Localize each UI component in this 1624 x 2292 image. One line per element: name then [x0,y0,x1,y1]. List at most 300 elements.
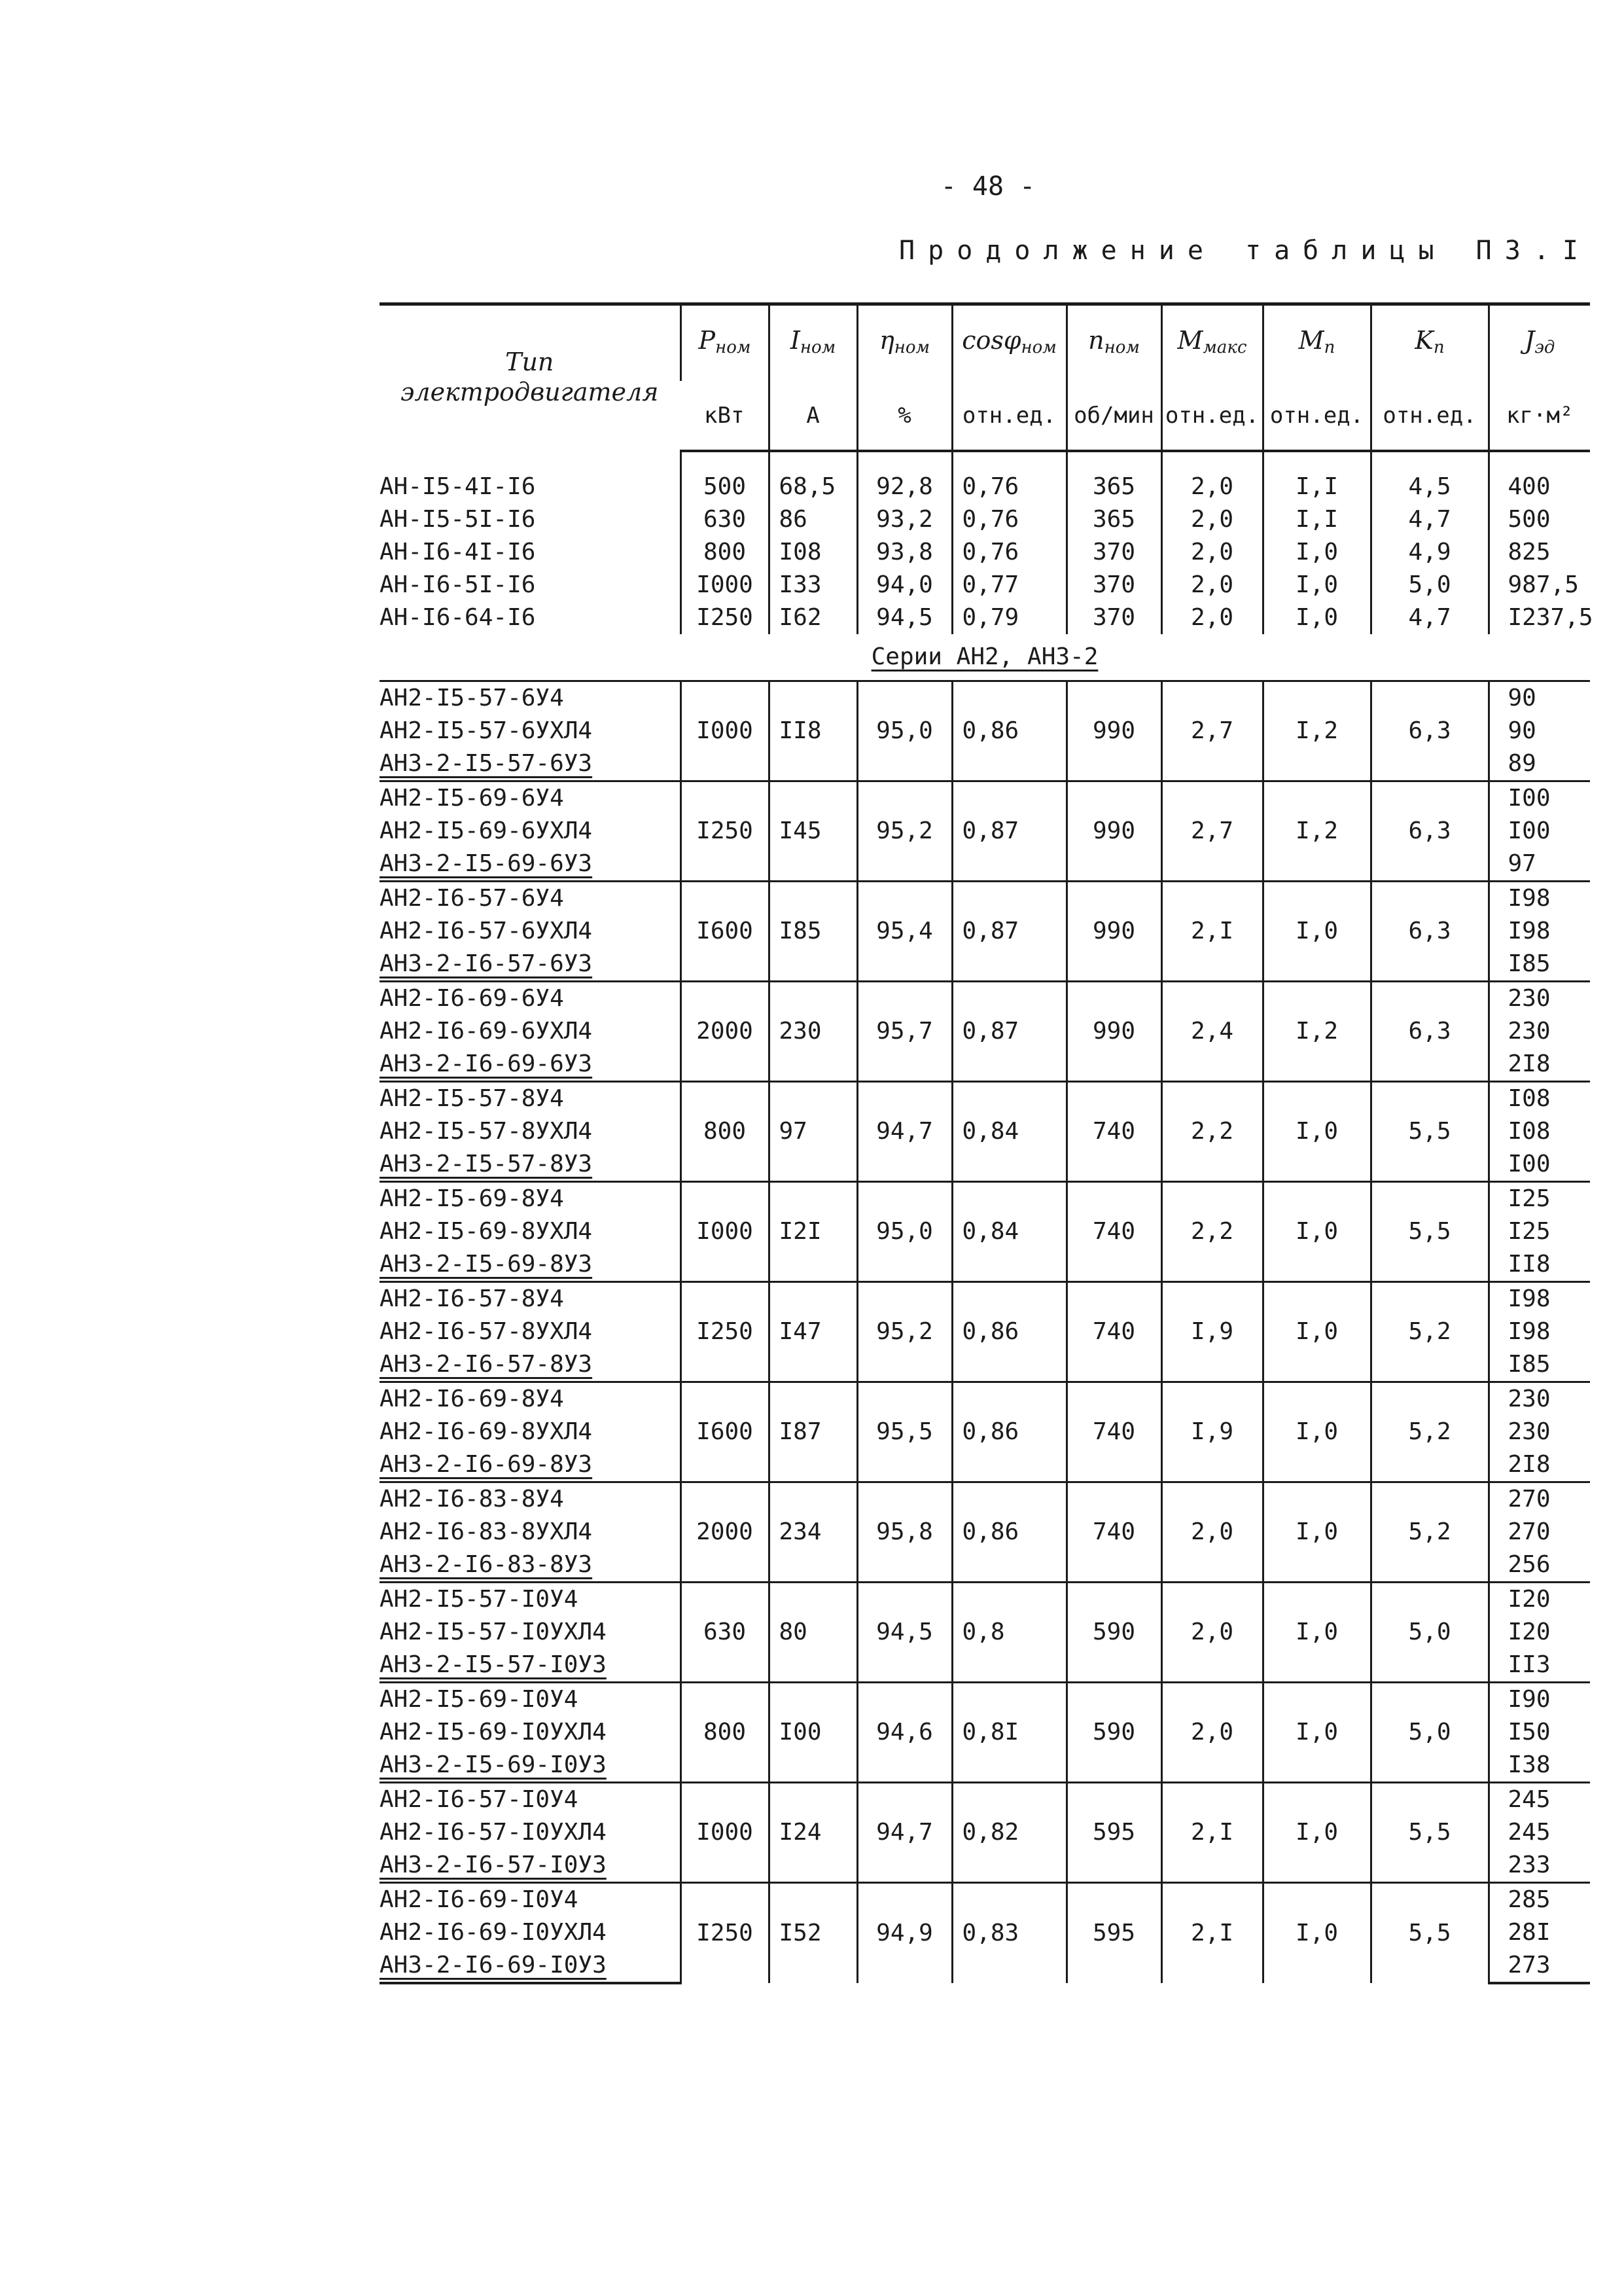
cell-eta: 94,5 [857,1583,952,1683]
cell-j: 256 [1489,1549,1590,1583]
cell-i: 97 [769,1082,857,1182]
cell-p: 500 [680,471,769,503]
cell-j: 500 [1489,503,1590,536]
cell-mmax: 2,0 [1161,569,1263,601]
cell-j: I98 [1489,1316,1590,1348]
cell-kp: 4,7 [1371,601,1489,634]
cell-j: I85 [1489,948,1590,982]
motor-type: АН3-2-I6-57-8У3 [380,1351,593,1378]
motor-type: АН2-I6-57-I0У4 [380,1783,680,1817]
cell-i: I47 [769,1282,857,1382]
cell-mmax: 2,0 [1161,503,1263,536]
cell-n: 740 [1067,1182,1161,1282]
motor-type: АН2-I5-69-I0У4 [380,1683,680,1717]
header-symbol-text: M [1177,326,1203,355]
header-symbol-kp [1371,302,1489,381]
cell-i: I85 [769,882,857,982]
motor-type: АН2-I6-57-6У4 [380,882,680,916]
motor-type: АН2-I6-83-8У4 [380,1482,680,1516]
cell-cos: 0,84 [952,1182,1067,1282]
header-symbol-subscript: п [1324,338,1335,357]
table-row [380,1282,1590,1316]
cell-mp: I,0 [1263,1182,1371,1282]
cell-n: 740 [1067,1382,1161,1482]
table-row [380,982,1590,1016]
cell-kp: 6,3 [1371,781,1489,882]
series-title-cell [380,634,1590,681]
header-unit-n: об/мин [1067,381,1161,451]
cell-p: 2000 [680,1482,769,1583]
cell-i: 86 [769,503,857,536]
header-symbol-subscript: ном [894,338,930,357]
cell-j: I98 [1489,915,1590,948]
cell-j: I237,5 [1489,601,1590,634]
cell-kp: 5,2 [1371,1482,1489,1583]
cell-j: I00 [1489,1148,1590,1182]
motor-type: АН2-I6-57-6УХЛ4 [380,918,593,944]
motor-type: АН3-2-I6-69-8У3 [380,1451,593,1478]
motor-type: АН2-I5-57-8У4 [380,1082,680,1116]
cell-p: 630 [680,1583,769,1683]
header-symbol-subscript: ном [715,338,751,357]
cell-n: 740 [1067,1282,1161,1382]
table-row [380,503,1590,536]
cell-cos: 0,84 [952,1082,1067,1182]
motor-type: АН2-I6-69-8У4 [380,1382,680,1416]
cell-n: 990 [1067,781,1161,882]
cell-cos: 0,8 [952,1583,1067,1683]
header-symbol-text: K [1415,326,1434,355]
header-symbol-text: I [790,326,800,355]
motor-type: АН2-I5-57-6УХЛ4 [380,717,593,744]
cell-i: I62 [769,601,857,634]
motor-type: АН3-2-I5-69-I0У3 [380,1751,607,1778]
cell-j: 230 [1489,982,1590,1016]
cell-mmax: 2,0 [1161,601,1263,634]
series-title: Серии АН2, АН3-2 [871,643,1099,670]
header-type-line1: Тип [505,347,554,376]
cell-j: 2I8 [1489,1448,1590,1482]
cell-mmax: 2,I [1161,1883,1263,1984]
cell-mp: I,0 [1263,1282,1371,1382]
cell-i: 234 [769,1482,857,1583]
cell-j: I25 [1489,1215,1590,1248]
cell-n: 365 [1067,471,1161,503]
cell-cos: 0,76 [952,503,1067,536]
cell-n: 990 [1067,882,1161,982]
motor-type: АН3-2-I6-69-I0У3 [380,1949,680,1983]
cell-j: 28I [1489,1916,1590,1949]
cell-j: I20 [1489,1616,1590,1649]
cell-eta: 94,5 [857,601,952,634]
header-symbol-text: P [698,326,716,355]
cell-mmax: 2,4 [1161,982,1263,1082]
cell-p: I250 [680,1282,769,1382]
cell-j: 89 [1489,747,1590,781]
cell-n: 370 [1067,536,1161,569]
cell-j: I50 [1489,1716,1590,1749]
cell-n: 595 [1067,1883,1161,1984]
cell-eta: 95,8 [857,1482,952,1583]
spacer-cell [769,451,857,471]
cell-i: I08 [769,536,857,569]
cell-p: I000 [680,1182,769,1282]
cell-cos: 0,76 [952,536,1067,569]
cell-kp: 5,0 [1371,1683,1489,1783]
cell-mmax: 2,7 [1161,681,1263,781]
cell-i: I33 [769,569,857,601]
cell-j: I00 [1489,815,1590,848]
motor-type: АН3-2-I5-57-I0У3 [380,1651,607,1678]
header-unit-cos: отн.ед. [952,381,1067,451]
cell-i: 80 [769,1583,857,1683]
header-unit-mp: отн.ед. [1263,381,1371,451]
cell-n: 365 [1067,503,1161,536]
cell-kp: 4,5 [1371,471,1489,503]
header-unit-i: А [769,381,857,451]
cell-mp: I,0 [1263,1783,1371,1883]
cell-eta: 94,7 [857,1082,952,1182]
motor-type: АН-I6-5I-I6 [380,571,536,598]
cell-cos: 0,86 [952,1382,1067,1482]
cell-p: I250 [680,1883,769,1984]
cell-i: I52 [769,1883,857,1984]
spacer-cell [680,451,769,471]
cell-kp: 6,3 [1371,681,1489,781]
header-unit-j: кг·м² [1489,381,1590,451]
cell-kp: 4,7 [1371,503,1489,536]
cell-mp: I,0 [1263,1683,1371,1783]
header-type-line2: электродвигателя [400,377,659,406]
cell-j: 825 [1489,536,1590,569]
cell-j: I85 [1489,1348,1590,1382]
cell-mp: I,0 [1263,1482,1371,1583]
header-symbol-eta [857,302,952,381]
cell-mmax: 2,0 [1161,1583,1263,1683]
cell-kp: 4,9 [1371,536,1489,569]
cell-j: I08 [1489,1115,1590,1148]
table-row [380,1182,1590,1216]
motor-type: АН3-2-I6-69-6У3 [380,1050,593,1077]
cell-n: 370 [1067,569,1161,601]
motor-type: АН2-I5-69-I0УХЛ4 [380,1719,607,1746]
cell-eta: 94,7 [857,1783,952,1883]
cell-p: I000 [680,569,769,601]
cell-cos: 0,86 [952,1282,1067,1382]
cell-eta: 94,9 [857,1883,952,1984]
header-symbol-text: M [1298,326,1324,355]
header-symbol-row [380,302,1590,381]
cell-j: 230 [1489,1416,1590,1448]
cell-j: I98 [1489,882,1590,916]
cell-j: 90 [1489,681,1590,715]
motor-type: АН2-I6-69-8УХЛ4 [380,1418,593,1445]
cell-cos: 0,87 [952,781,1067,882]
cell-mp: I,2 [1263,982,1371,1082]
motor-type: АН2-I5-69-6У4 [380,781,680,815]
cell-p: I600 [680,882,769,982]
header-symbol-subscript: п [1433,338,1445,357]
cell-j: II3 [1489,1649,1590,1683]
cell-j: I20 [1489,1583,1590,1617]
cell-kp: 5,5 [1371,1783,1489,1883]
cell-p: I000 [680,681,769,781]
cell-mmax: 2,0 [1161,1683,1263,1783]
cell-p: 800 [680,1683,769,1783]
table-continuation-title: Продолжение таблицы П3.I [899,236,1591,266]
cell-j: I00 [1489,781,1590,815]
cell-eta: 95,7 [857,982,952,1082]
cell-eta: 93,8 [857,536,952,569]
cell-n: 990 [1067,681,1161,781]
motor-type: АН2-I5-69-6УХЛ4 [380,817,593,844]
cell-kp: 6,3 [1371,882,1489,982]
header-symbol-cos [952,302,1067,381]
cell-j: 230 [1489,1382,1590,1416]
table-body [380,451,1593,1983]
motor-type: АН2-I6-69-6У4 [380,982,680,1016]
cell-n: 740 [1067,1482,1161,1583]
cell-eta: 93,2 [857,503,952,536]
spacer-cell [1371,451,1489,471]
cell-mmax: 2,I [1161,1783,1263,1883]
spacer-row [380,451,1590,471]
cell-eta: 95,2 [857,1282,952,1382]
motor-type: АН2-I6-69-6УХЛ4 [380,1018,593,1045]
header-symbol-subscript: ном [1104,338,1140,357]
cell-cos: 0,8I [952,1683,1067,1783]
cell-n: 590 [1067,1583,1161,1683]
cell-i: I2I [769,1182,857,1282]
cell-eta: 94,6 [857,1683,952,1783]
table-row [380,882,1590,916]
table-row [380,1082,1590,1116]
motor-type: АН3-2-I5-57-8У3 [380,1151,593,1177]
cell-mp: I,0 [1263,1583,1371,1683]
cell-mmax: 2,0 [1161,471,1263,503]
cell-kp: 5,5 [1371,1182,1489,1282]
cell-p: I600 [680,1382,769,1482]
cell-kp: 5,5 [1371,1082,1489,1182]
header-symbol-text: n [1088,326,1104,355]
cell-mp: I,2 [1263,681,1371,781]
cell-j: I08 [1489,1082,1590,1116]
table-row [380,1783,1590,1817]
motor-type: АН-I5-5I-I6 [380,506,536,533]
cell-cos: 0,76 [952,471,1067,503]
header-symbol-subscript: ном [800,338,836,357]
cell-cos: 0,79 [952,601,1067,634]
cell-j: 400 [1489,471,1590,503]
motor-type: АН2-I6-57-8УХЛ4 [380,1318,593,1345]
table-row [380,601,1590,634]
cell-p: 800 [680,1082,769,1182]
cell-kp: 5,5 [1371,1883,1489,1984]
cell-cos: 0,83 [952,1883,1067,1984]
cell-mp: I,I [1263,503,1371,536]
cell-j: 270 [1489,1516,1590,1549]
motor-type: АН3-2-I6-57-6У3 [380,950,593,977]
motor-type: АН3-2-I6-83-8У3 [380,1551,593,1578]
header-unit-p: кВт [680,381,769,451]
cell-p: 800 [680,536,769,569]
cell-i: 230 [769,982,857,1082]
motor-type: АН-I5-4I-I6 [380,473,536,500]
cell-n: 370 [1067,601,1161,634]
cell-cos: 0,77 [952,569,1067,601]
cell-p: I250 [680,601,769,634]
header-symbol-text: η [879,326,894,355]
cell-p: 630 [680,503,769,536]
cell-j: I25 [1489,1182,1590,1216]
cell-mp: I,0 [1263,882,1371,982]
cell-mmax: 2,7 [1161,781,1263,882]
spacer-cell [857,451,952,471]
cell-i: I45 [769,781,857,882]
cell-mp: I,0 [1263,569,1371,601]
cell-kp: 5,0 [1371,1583,1489,1683]
cell-j: 245 [1489,1783,1590,1817]
spacer-cell [1161,451,1263,471]
cell-kp: 5,2 [1371,1282,1489,1382]
header-symbol-n [1067,302,1161,381]
cell-n: 590 [1067,1683,1161,1783]
table-row [380,1883,1590,1917]
motor-type: АН2-I5-57-6У4 [380,681,680,715]
cell-j: 233 [1489,1849,1590,1883]
spacer-cell [1489,451,1590,471]
cell-i: I87 [769,1382,857,1482]
cell-j: 2I8 [1489,1048,1590,1082]
cell-n: 740 [1067,1082,1161,1182]
table-row [380,1382,1590,1416]
table-row [380,781,1590,815]
cell-eta: 95,0 [857,1182,952,1282]
spacer-cell [1263,451,1371,471]
table-row [380,536,1590,569]
table-row [380,681,1590,715]
cell-mmax: 2,2 [1161,1182,1263,1282]
motor-type: АН3-2-I5-57-6У3 [380,750,593,777]
header-unit-mmax: отн.ед. [1161,381,1263,451]
cell-p: I250 [680,781,769,882]
cell-mp: I,0 [1263,1082,1371,1182]
motor-type: АН2-I5-57-8УХЛ4 [380,1118,593,1145]
page-number: - 48 - [940,171,1036,202]
cell-eta: 95,4 [857,882,952,982]
header-symbol-j [1489,302,1590,381]
header-symbol-i [769,302,857,381]
cell-mp: I,0 [1263,536,1371,569]
header-symbol-subscript: макс [1203,338,1247,357]
series-title-row [380,634,1590,681]
cell-mmax: 2,2 [1161,1082,1263,1182]
spacer-cell [1067,451,1161,471]
cell-mmax: 2,0 [1161,536,1263,569]
header-symbol-subscript: ном [1021,338,1057,357]
cell-mmax: I,9 [1161,1282,1263,1382]
header-symbol-p [680,302,769,381]
spacer-cell [380,451,680,471]
table-row [380,1482,1590,1516]
cell-j: 270 [1489,1482,1590,1516]
header-symbol-mmax [1161,302,1263,381]
cell-j: 285 [1489,1883,1590,1917]
table-row [380,1683,1590,1717]
motor-type: АН3-2-I5-69-8У3 [380,1251,593,1278]
cell-p: I000 [680,1783,769,1883]
motor-type: АН-I6-64-I6 [380,604,536,631]
cell-cos: 0,87 [952,882,1067,982]
cell-mp: I,2 [1263,781,1371,882]
cell-j: I90 [1489,1683,1590,1717]
cell-p: 2000 [680,982,769,1082]
cell-i: I24 [769,1783,857,1883]
motor-type: АН2-I5-69-8УХЛ4 [380,1218,593,1245]
motor-type: АН2-I6-57-8У4 [380,1282,680,1316]
cell-mp: I,I [1263,471,1371,503]
cell-j: I38 [1489,1749,1590,1783]
cell-j: 97 [1489,848,1590,882]
cell-j: 273 [1489,1949,1590,1983]
cell-mmax: 2,0 [1161,1482,1263,1583]
cell-j: 230 [1489,1015,1590,1048]
table-row [380,569,1590,601]
cell-j: I98 [1489,1282,1590,1316]
motor-type: АН2-I5-69-8У4 [380,1182,680,1216]
motor-parameters-table [380,302,1593,1984]
cell-i: 68,5 [769,471,857,503]
header-unit-kp: отн.ед. [1371,381,1489,451]
table-row [380,1583,1590,1617]
cell-kp: 5,0 [1371,569,1489,601]
motor-type: АН2-I6-83-8УХЛ4 [380,1518,593,1545]
cell-cos: 0,87 [952,982,1067,1082]
cell-j: 987,5 [1489,569,1590,601]
cell-kp: 5,2 [1371,1382,1489,1482]
cell-mp: I,0 [1263,601,1371,634]
header-symbol-text: cosφ [962,326,1021,355]
header-symbol-mp [1263,302,1371,381]
cell-eta: 92,8 [857,471,952,503]
header-symbol-text: J [1525,326,1535,355]
table-row [380,471,1590,503]
cell-mmax: I,9 [1161,1382,1263,1482]
motor-type: АН3-2-I5-69-6У3 [380,850,593,877]
header-symbol-subscript: эд [1534,338,1555,357]
spacer-cell [952,451,1067,471]
motor-type: АН2-I6-69-I0УХЛ4 [380,1919,607,1946]
cell-eta: 94,0 [857,569,952,601]
cell-j: 90 [1489,715,1590,747]
cell-j: 245 [1489,1816,1590,1849]
motor-type: АН3-2-I6-57-I0У3 [380,1852,607,1878]
cell-mmax: 2,I [1161,882,1263,982]
cell-mp: I,0 [1263,1382,1371,1482]
motor-type: АН2-I5-57-I0УХЛ4 [380,1619,607,1645]
cell-n: 990 [1067,982,1161,1082]
cell-kp: 6,3 [1371,982,1489,1082]
cell-i: I00 [769,1683,857,1783]
header-type-cell [380,302,680,451]
motor-type: АН2-I5-57-I0У4 [380,1583,680,1617]
cell-cos: 0,86 [952,681,1067,781]
cell-eta: 95,5 [857,1382,952,1482]
cell-n: 595 [1067,1783,1161,1883]
cell-mp: I,0 [1263,1883,1371,1984]
cell-cos: 0,82 [952,1783,1067,1883]
header-unit-eta: % [857,381,952,451]
